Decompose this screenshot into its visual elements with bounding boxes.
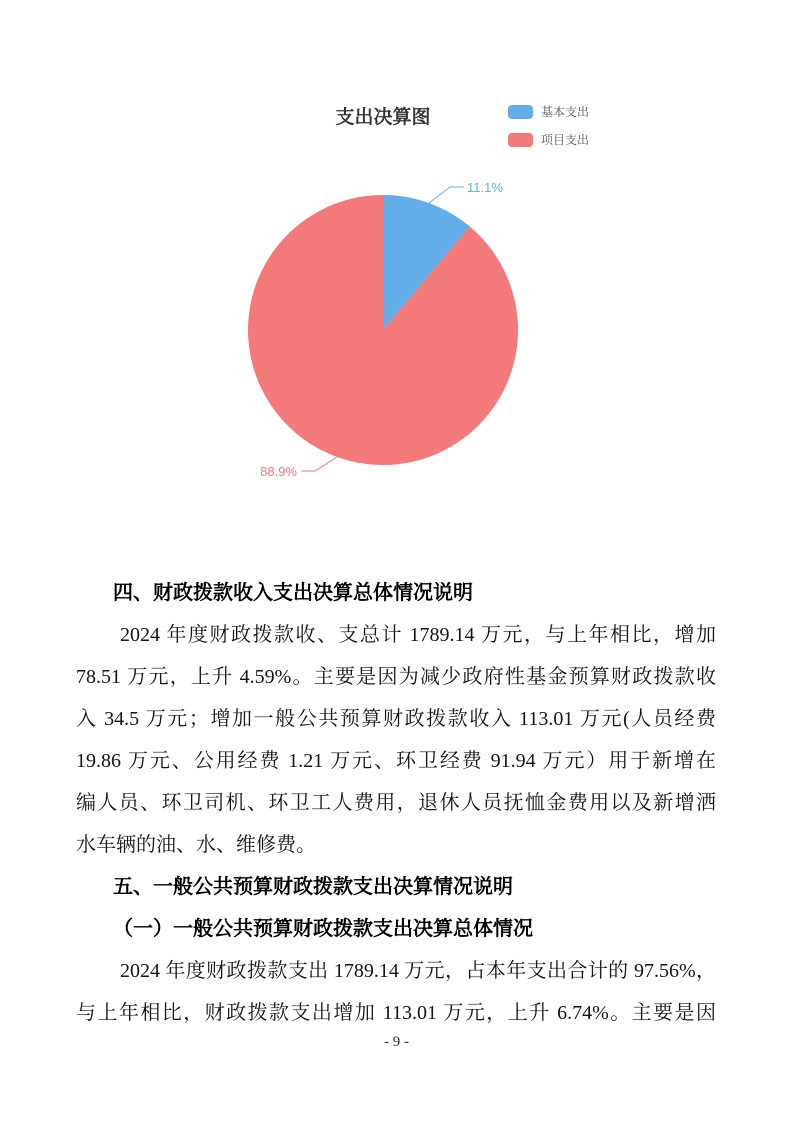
- leader-line-project: [301, 457, 337, 471]
- text-line: 2024 年度财政拨款收、支总计 1789.14 万元，与上年相比，增加: [120, 624, 716, 646]
- section-heading-5-1: （一）一般公共预算财政拨款支出决算总体情况: [113, 918, 533, 940]
- text-line: 编人员、环卫司机、环卫工人费用，退休人员抚恤金费用以及新增洒: [76, 792, 716, 814]
- legend-label: 项目支出: [541, 133, 590, 147]
- text-line: 与上年相比，财政拨款支出增加 113.01 万元，上升 6.74%。主要是因: [76, 1002, 716, 1024]
- text-line: 2024 年度财政拨款支出 1789.14 万元，占本年支出合计的 97.56%，: [120, 960, 716, 982]
- slice-label-basic: 11.1%: [467, 180, 503, 195]
- slice-label-project: 88.9%: [260, 464, 297, 479]
- text-line: 入 34.5 万元；增加一般公共预算财政拨款收入 113.01 万元(人员经费: [76, 708, 716, 730]
- document-body: [76, 572, 716, 1034]
- paragraph-fiscal-total: [76, 614, 716, 866]
- page-number: - 9 -: [384, 1034, 409, 1050]
- section-heading-5: 五、一般公共预算财政拨款支出决算情况说明: [113, 876, 513, 898]
- leader-line-basic: [429, 187, 464, 203]
- pie-chart: [0, 0, 793, 560]
- section-heading-4: 四、财政拨款收入支出决算总体情况说明: [113, 582, 473, 604]
- text-line: 19.86 万元、公用经费 1.21 万元、环卫经费 91.94 万元）用于新增在: [76, 750, 716, 772]
- text-line: 水车辆的油、水、维修费。: [76, 834, 316, 856]
- text-line: 78.51 万元，上升 4.59%。主要是因为减少政府性基金预算财政拨款收: [76, 666, 716, 688]
- chart-title: 支出决算图: [335, 107, 431, 128]
- paragraph-general-budget: [76, 950, 716, 1034]
- expenditure-pie-chart-block: [0, 0, 793, 560]
- legend-label: 基本支出: [541, 105, 590, 119]
